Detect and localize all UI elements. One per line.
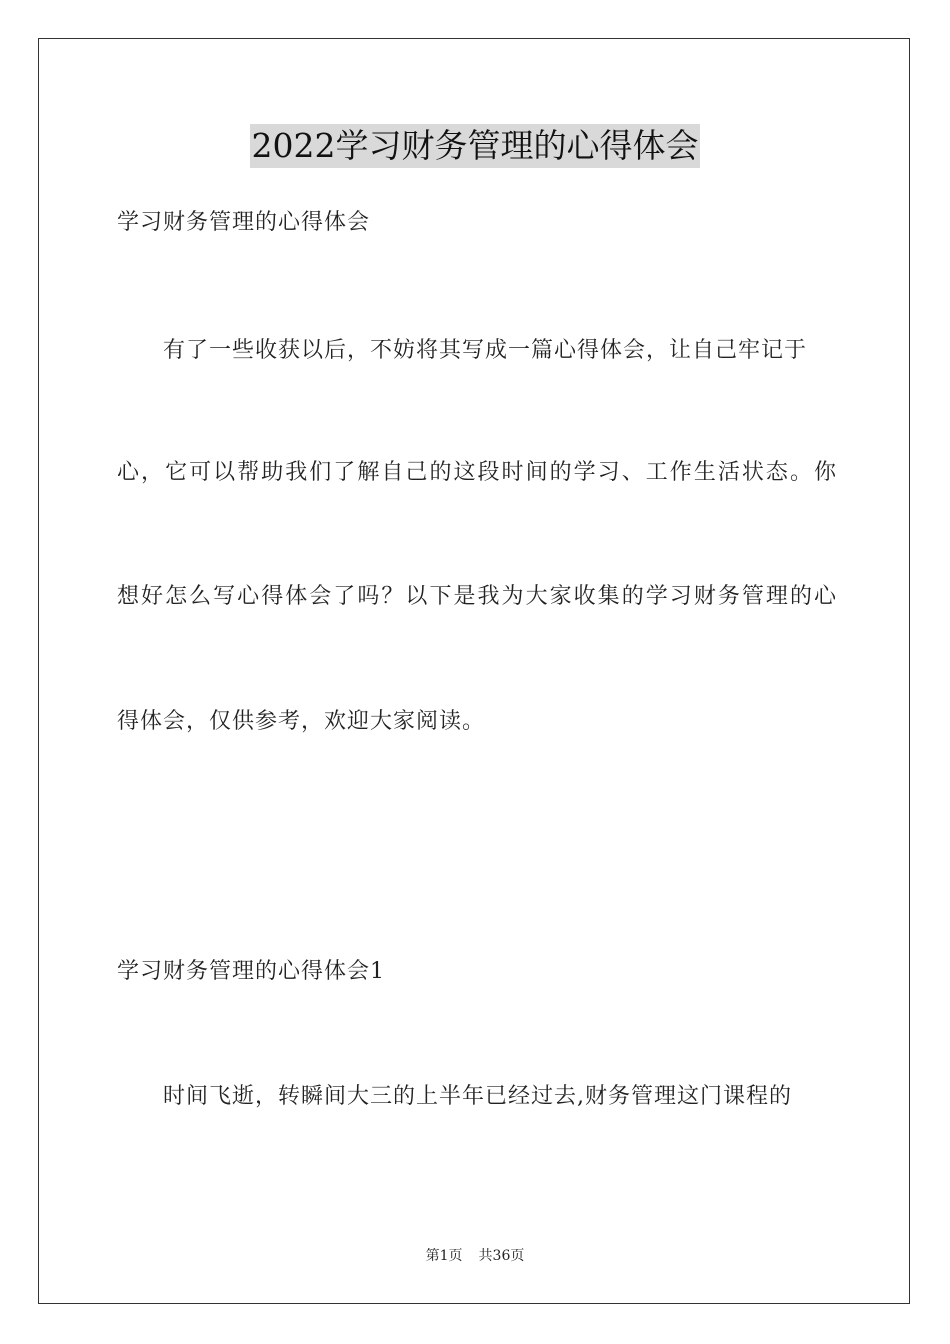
page-footer: [0, 1246, 950, 1266]
intro-line-3: 想好怎么写心得体会了吗？以下是我为大家收集的学习财务管理的心: [117, 584, 837, 609]
intro-line-1: 有了一些收获以后，不妨将其写成一篇心得体会，让自己牢记于: [163, 338, 808, 363]
page-total: 共36页: [478, 1248, 525, 1264]
intro-line-4: 得体会，仅供参考，欢迎大家阅读。: [117, 709, 486, 734]
document-subtitle: 学习财务管理的心得体会: [117, 210, 371, 235]
section-heading: 学习财务管理的心得体会1: [117, 959, 385, 984]
section-line-1: 时间飞逝，转瞬间大三的上半年已经过去,财务管理这门课程的: [163, 1084, 792, 1109]
title-container: [0, 124, 950, 168]
page-number: 第1页: [425, 1248, 463, 1264]
document-title: 2022学习财务管理的心得体会: [250, 124, 701, 168]
intro-line-2: 心，它可以帮助我们了解自己的这段时间的学习、工作生活状态。你: [117, 460, 837, 485]
